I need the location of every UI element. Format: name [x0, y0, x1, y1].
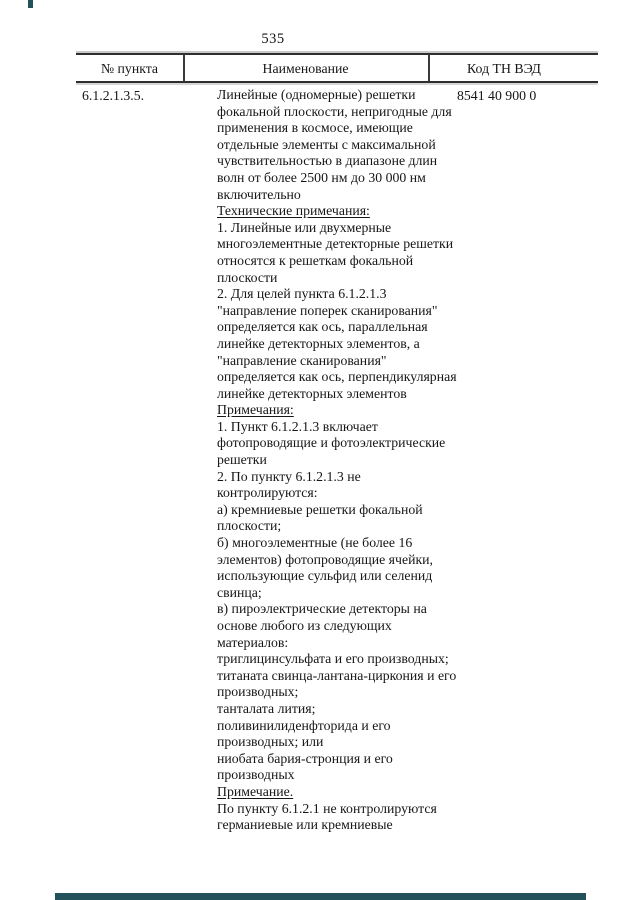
description-line: материалов:: [217, 634, 289, 650]
item-number-cell: 6.1.2.1.3.5.: [82, 88, 145, 103]
description-line: ниобата бария-стронция и его: [217, 750, 393, 766]
description-line: "направление сканирования": [217, 352, 387, 368]
description-line: в) пироэлектрические детекторы на: [217, 601, 427, 617]
scan-artifact-bar: [55, 893, 586, 900]
table-top-rule: [76, 53, 598, 55]
description-line: 1. Пункт 6.1.2.1.3 включает: [217, 418, 378, 434]
description-line: танталата лития;: [217, 700, 316, 716]
description-line: 1. Линейные или двухмерные: [217, 219, 392, 235]
description-line: фокальной плоскости, непригодные для: [217, 103, 452, 119]
description-line: триглицинсульфата и его производных;: [217, 651, 449, 667]
description-line: 2. По пункту 6.1.2.1.3 не: [217, 468, 361, 484]
description-line: производных; или: [217, 734, 324, 750]
description-line: Линейные (одномерные) решетки: [217, 87, 416, 102]
description-line: волн от более 2500 нм до 30 000 нм: [217, 169, 426, 185]
description-line: фотопроводящие и фотоэлектрические: [217, 435, 446, 451]
column-divider-1: [183, 54, 185, 82]
page-number: 535: [261, 31, 285, 47]
description-line: определяется как ось, параллельная: [217, 319, 428, 335]
column-header-item-number: № пункта: [100, 61, 159, 76]
description-line: "направление поперек сканирования": [217, 302, 438, 318]
description-line: многоэлементные детекторные решетки: [217, 236, 454, 252]
column-header-name: Наименование: [262, 61, 349, 76]
description-line: решетки: [217, 452, 267, 468]
description-line: отдельные элементы с максимальной: [217, 136, 436, 152]
description-line: линейке детекторных элементов, а: [217, 335, 420, 351]
description-line: 2. Для целей пункта 6.1.2.1.3: [217, 286, 387, 302]
description-line: германиевые или кремниевые: [217, 817, 393, 833]
description-line: производных: [217, 767, 295, 783]
table-header-bottom-rule: [76, 81, 598, 83]
description-line: линейке детекторных элементов: [217, 385, 407, 401]
column-divider-2: [428, 54, 430, 82]
description-line: б) многоэлементные (не более 16: [217, 535, 413, 551]
description-line: основе любого из следующих: [217, 618, 392, 633]
description-line: плоскости: [217, 269, 278, 285]
description-line: свинца;: [217, 584, 262, 600]
column-header-tnved-code: Код ТН ВЭД: [467, 61, 541, 76]
description-line: определяется как ось, перпендикулярная: [217, 369, 457, 385]
description-line: По пункту 6.1.2.1 не контролируются: [217, 800, 437, 816]
description-line: включительно: [217, 186, 301, 202]
description-line: применения в космосе, имеющие: [217, 120, 413, 136]
description-line: производных;: [217, 684, 299, 700]
description-line: относятся к решеткам фокальной: [217, 252, 414, 268]
description-heading-line: Примечания:: [217, 402, 294, 418]
description-line: элементов) фотопроводящие ячейки,: [217, 551, 434, 567]
description-line: контролируются:: [217, 485, 318, 501]
description-line: плоскости;: [217, 518, 282, 534]
scan-artifact-mark: [28, 0, 33, 8]
description-line: использующие сульфид или селенид: [217, 568, 433, 584]
description-line: а) кремниевые решетки фокальной: [217, 501, 423, 517]
description-line: чувствительностью в диапазоне длин: [217, 153, 438, 169]
description-line: титаната свинца-лантана-циркония и его: [217, 667, 457, 683]
description-heading-line: Технические примечания:: [217, 203, 370, 219]
description-line: поливинилиденфторида и его: [217, 717, 391, 733]
description-cell: [217, 87, 517, 834]
description-heading-line: Примечание.: [217, 783, 294, 799]
tnved-code-cell: 8541 40 900 0: [457, 88, 537, 103]
